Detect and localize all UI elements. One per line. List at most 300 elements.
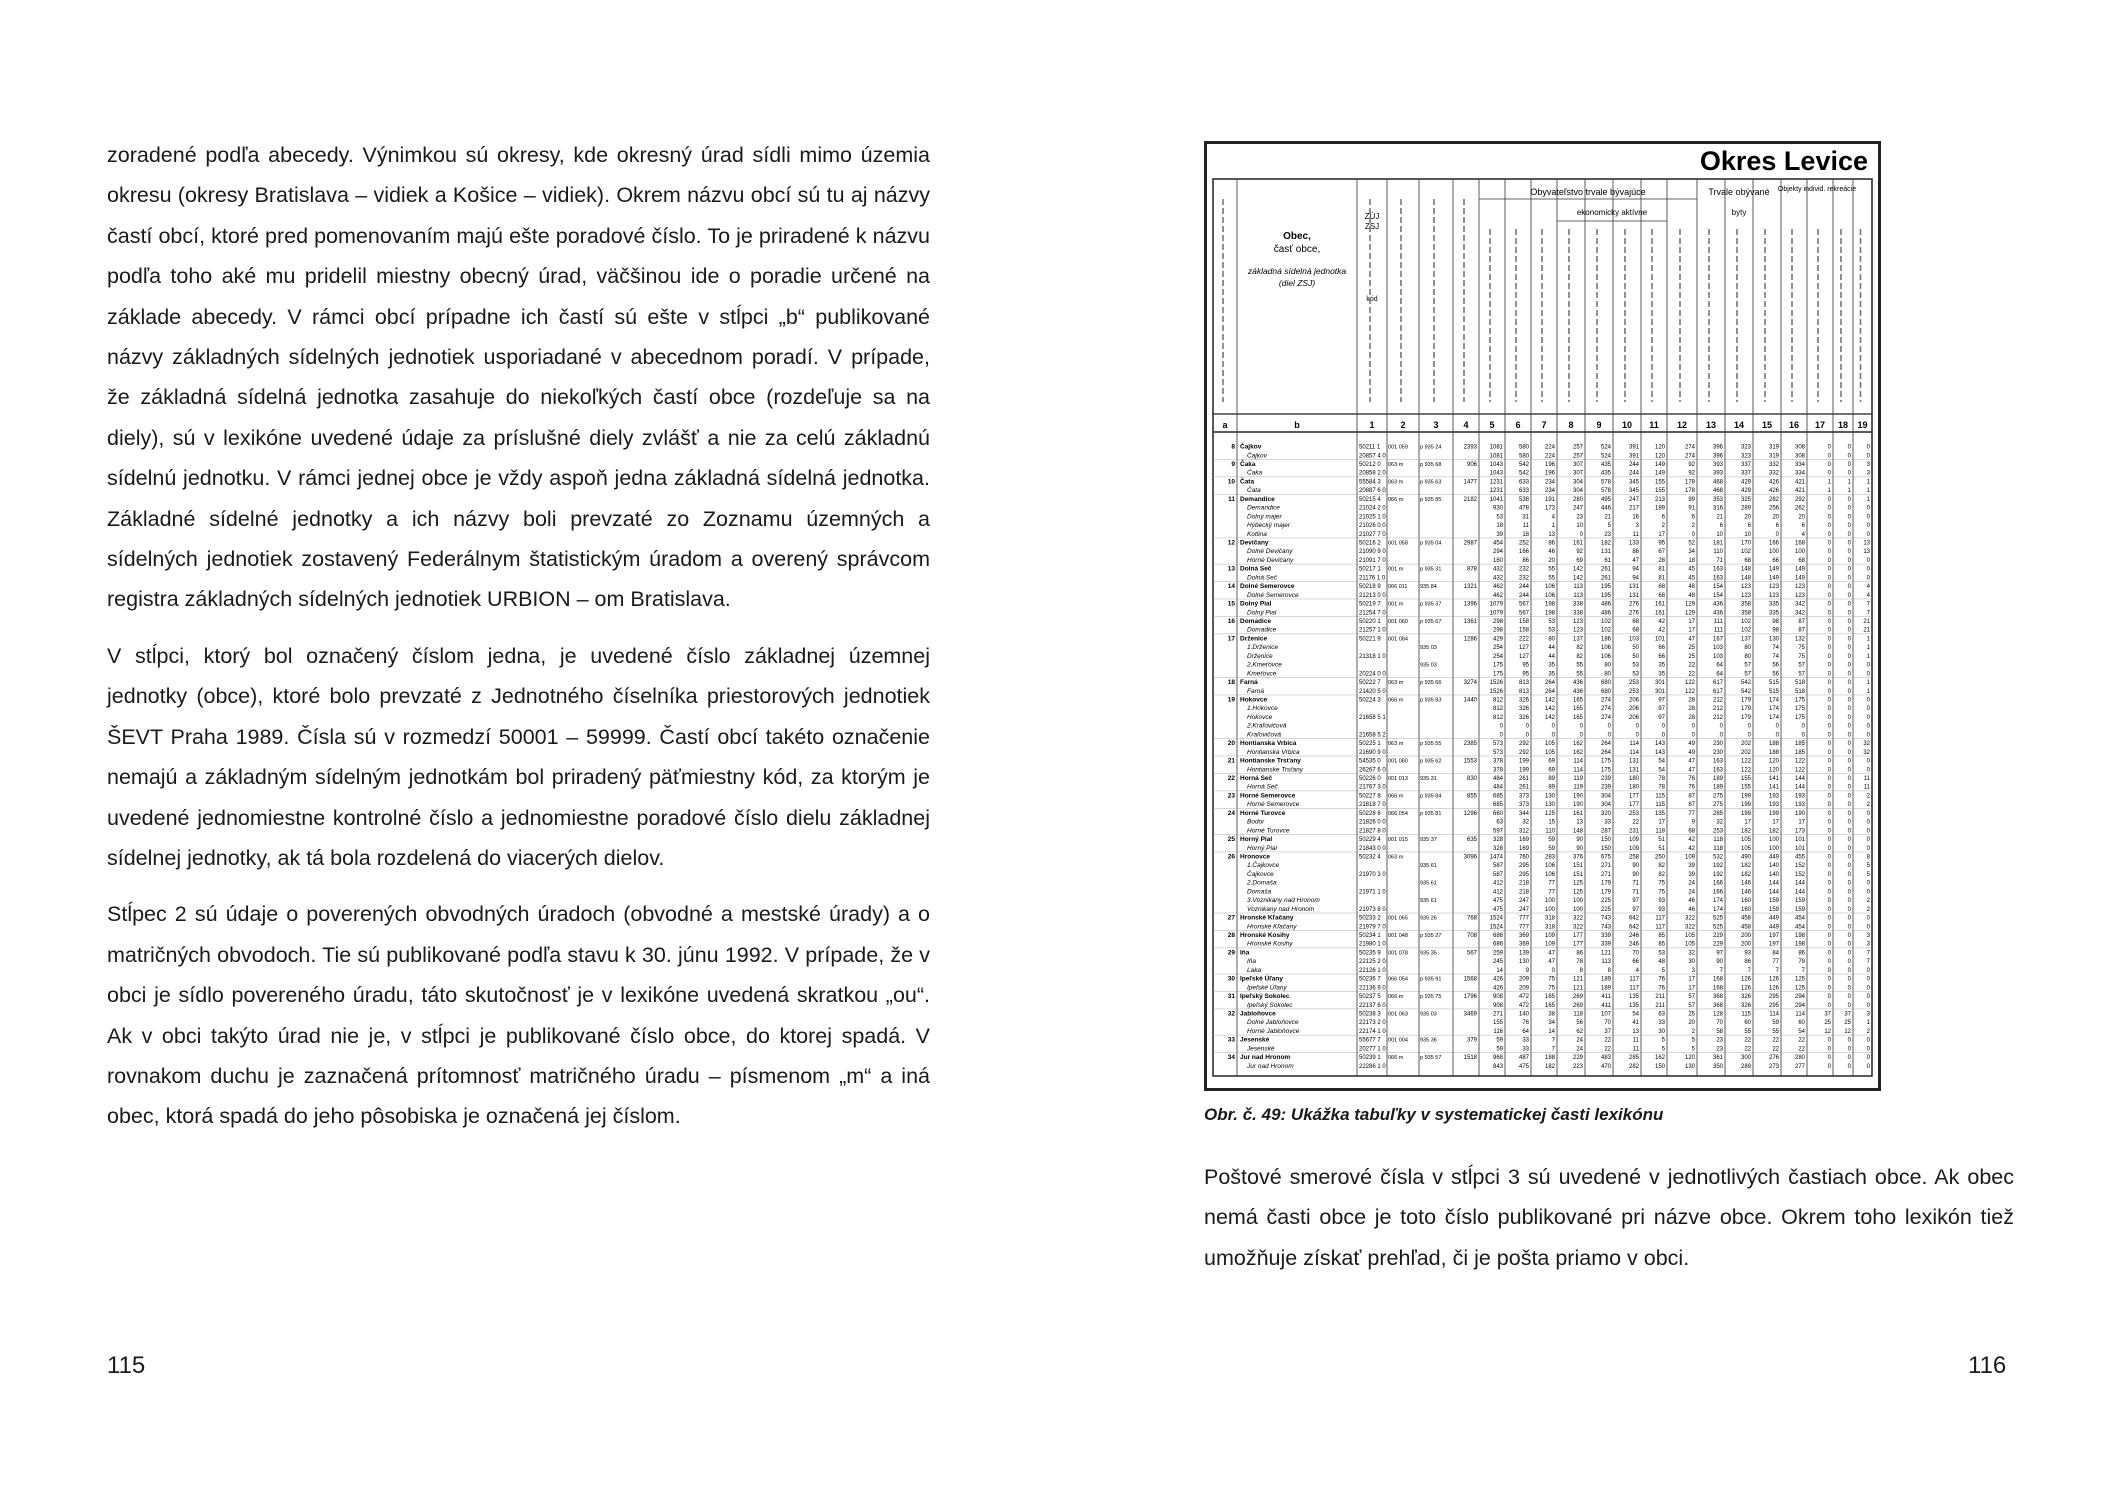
row-value: 115 bbox=[1741, 1011, 1751, 1018]
row-value: 93 bbox=[1744, 950, 1751, 957]
row-value: 151 bbox=[1572, 871, 1583, 878]
row-value: 68 bbox=[1632, 618, 1639, 625]
row-office: 066 054 bbox=[1388, 810, 1408, 817]
row-value: 85 bbox=[1658, 932, 1665, 939]
row-value: 17 bbox=[1688, 976, 1695, 983]
row-value: 141 bbox=[1768, 784, 1779, 791]
row-value: 142 bbox=[1572, 566, 1583, 573]
row-postal: 935 36 bbox=[1420, 1037, 1437, 1044]
row-value: 244 bbox=[1518, 592, 1529, 599]
row-value: 0 bbox=[1551, 723, 1555, 730]
row-name: Horná Seč bbox=[1240, 774, 1273, 782]
row-value: 455 bbox=[1794, 854, 1805, 861]
row-number: 10 bbox=[1227, 478, 1235, 486]
row-value: 369 bbox=[1518, 932, 1529, 939]
row-value: 218 bbox=[1518, 880, 1529, 887]
row-office: 001 060 bbox=[1388, 758, 1408, 765]
row-value: 454 bbox=[1492, 540, 1503, 547]
row-value: 142 bbox=[1544, 697, 1555, 704]
row-name: Farná bbox=[1247, 687, 1264, 695]
row-value: 125 bbox=[1794, 985, 1805, 992]
row-value: 110 bbox=[1713, 549, 1723, 556]
row-code: 21970 3 0 bbox=[1359, 871, 1386, 878]
row-value: 0 bbox=[1847, 732, 1851, 739]
row-value: 0 bbox=[1827, 444, 1831, 451]
row-value: 274 bbox=[1600, 706, 1611, 713]
row-value: 122 bbox=[1794, 758, 1805, 765]
row-value: 86 bbox=[1576, 950, 1583, 957]
row-value: 282 bbox=[1628, 1063, 1639, 1070]
row-value: 411 bbox=[1601, 994, 1611, 1001]
row-area: 3096 bbox=[1463, 854, 1477, 861]
row-value: 189 bbox=[1654, 505, 1665, 512]
row-value: 337 bbox=[1740, 461, 1751, 468]
row-value: 0 bbox=[1827, 1037, 1831, 1044]
row-value: 122 bbox=[1794, 767, 1805, 774]
row-value: 391 bbox=[1628, 444, 1639, 451]
row-value: 189 bbox=[1712, 775, 1723, 782]
row-value: 0 bbox=[1847, 1055, 1851, 1062]
row-value: 264 bbox=[1544, 688, 1555, 695]
row-name: Čajkov bbox=[1247, 452, 1267, 460]
row-value: 155 bbox=[1740, 784, 1751, 791]
row-value: 109 bbox=[1628, 837, 1639, 844]
row-value: 0 bbox=[1847, 784, 1851, 791]
row-value: 322 bbox=[1684, 915, 1695, 922]
row-value: 25 bbox=[1824, 1020, 1831, 1027]
row-value: 1 bbox=[1866, 653, 1870, 660]
row-name: Demandice bbox=[1240, 495, 1275, 503]
row-value: 1043 bbox=[1489, 470, 1503, 477]
row-value: 246 bbox=[1628, 941, 1639, 948]
row-value: 133 bbox=[1628, 540, 1639, 547]
row-value: 86 bbox=[1798, 950, 1805, 957]
row-value: 165 bbox=[1572, 706, 1583, 713]
row-value: 0 bbox=[1827, 784, 1831, 791]
row-value: 80 bbox=[1604, 662, 1611, 669]
row-value: 123 bbox=[1572, 618, 1583, 625]
row-value: 198 bbox=[1794, 932, 1805, 939]
row-value: 86 bbox=[1522, 557, 1529, 564]
row-number: 8 bbox=[1231, 443, 1235, 451]
row-value: 148 bbox=[1740, 566, 1751, 573]
row-value: 51 bbox=[1658, 845, 1665, 852]
row-value: 0 bbox=[1525, 723, 1529, 730]
row-value: 232 bbox=[1518, 575, 1529, 582]
row-area: 1321 bbox=[1463, 584, 1477, 591]
row-number: 25 bbox=[1227, 836, 1235, 844]
row-name: Hronské Kosihy bbox=[1240, 931, 1290, 939]
row-value: 175 bbox=[1492, 671, 1503, 678]
row-value: 0 bbox=[1827, 802, 1831, 809]
row-value: 80 bbox=[1548, 636, 1555, 643]
row-value: 3 bbox=[1691, 967, 1695, 974]
row-value: 66 bbox=[1772, 557, 1779, 564]
row-value: 23 bbox=[1716, 1046, 1723, 1053]
row-value: 92 bbox=[1576, 549, 1583, 556]
row-value: 0 bbox=[1847, 976, 1851, 983]
row-value: 0 bbox=[1866, 985, 1870, 992]
row-value: 247 bbox=[1518, 906, 1529, 913]
row-value: 292 bbox=[1518, 749, 1529, 756]
row-value: 21 bbox=[1604, 514, 1611, 521]
row-value: 35 bbox=[1548, 671, 1555, 678]
row-value: 264 bbox=[1600, 741, 1611, 748]
row-value: 75 bbox=[1658, 880, 1665, 887]
row-value: 326 bbox=[1518, 697, 1529, 704]
row-value: 2 bbox=[1661, 523, 1665, 530]
row-value: 0 bbox=[1847, 653, 1851, 660]
row-value: 358 bbox=[1740, 601, 1751, 608]
row-value: 335 bbox=[1768, 601, 1779, 608]
row-code: 50228 6 bbox=[1359, 810, 1381, 817]
row-value: 150 bbox=[1654, 1063, 1665, 1070]
row-value: 122 bbox=[1740, 758, 1751, 765]
row-value: 75 bbox=[1548, 985, 1555, 992]
row-value: 101 bbox=[1794, 837, 1805, 844]
column-label: 15 bbox=[1761, 420, 1773, 430]
column-label: 5 bbox=[1489, 420, 1495, 430]
row-value: 487 bbox=[1518, 1055, 1529, 1062]
row-value: 53 bbox=[1632, 671, 1639, 678]
row-value: 0 bbox=[1847, 932, 1851, 939]
row-value: 161 bbox=[1572, 810, 1583, 817]
row-value: 252 bbox=[1518, 540, 1529, 547]
row-value: 0 bbox=[1827, 863, 1831, 870]
row-value: 486 bbox=[1600, 610, 1611, 617]
row-name: Hronské Kľačany bbox=[1247, 923, 1297, 931]
row-office: 063 m bbox=[1388, 680, 1404, 687]
row-code: 20277 1 0 bbox=[1359, 1046, 1386, 1053]
row-value: 44 bbox=[1548, 645, 1555, 652]
row-value: 0 bbox=[1847, 1063, 1851, 1070]
row-value: 52 bbox=[1688, 540, 1695, 547]
row-value: 4 bbox=[1866, 584, 1870, 591]
row-name: Jesenské bbox=[1240, 1036, 1270, 1044]
row-value: 247 bbox=[1572, 505, 1583, 512]
row-code: 21690 9 0 bbox=[1359, 749, 1386, 756]
row-value: 101 bbox=[1794, 845, 1805, 852]
row-value: 46 bbox=[1688, 898, 1695, 905]
row-code: 22137 6 0 bbox=[1359, 1002, 1386, 1009]
row-postal: 935 35 bbox=[1420, 950, 1437, 957]
row-value: 217 bbox=[1628, 505, 1639, 512]
row-value: 47 bbox=[1548, 959, 1555, 966]
row-code: 50211 1 bbox=[1359, 444, 1381, 451]
row-value: 130 bbox=[1768, 636, 1779, 643]
row-value: 11 bbox=[1863, 784, 1870, 791]
row-value: 269 bbox=[1572, 994, 1583, 1001]
row-value: 1524 bbox=[1489, 915, 1503, 922]
row-value: 10 bbox=[1716, 531, 1723, 538]
row-value: 361 bbox=[1712, 1055, 1723, 1062]
row-name: Horné Devičany bbox=[1247, 556, 1294, 564]
row-area: 708 bbox=[1466, 932, 1477, 939]
row-value: 353 bbox=[1712, 496, 1723, 503]
row-area: 1361 bbox=[1463, 618, 1477, 625]
row-value: 0 bbox=[1847, 671, 1851, 678]
row-office: 066 054 bbox=[1388, 976, 1408, 983]
row-value: 532 bbox=[1712, 854, 1723, 861]
row-office: 001 048 bbox=[1388, 932, 1408, 939]
row-value: 42 bbox=[1658, 627, 1665, 634]
row-value: 95 bbox=[1522, 671, 1529, 678]
row-value: 33 bbox=[1522, 1037, 1529, 1044]
row-value: 0 bbox=[1719, 732, 1723, 739]
row-value: 55 bbox=[1548, 566, 1555, 573]
row-value: 11 bbox=[1632, 531, 1639, 538]
row-value: 161 bbox=[1654, 610, 1665, 617]
row-value: 8 bbox=[1866, 854, 1870, 861]
row-value: 0 bbox=[1827, 1002, 1831, 1009]
row-name: Voznikany nad Hronom bbox=[1247, 905, 1315, 913]
row-code: 50220 1 bbox=[1359, 618, 1381, 625]
row-value: 3 bbox=[1866, 932, 1870, 939]
row-office: 001 065 bbox=[1388, 915, 1408, 922]
row-value: 144 bbox=[1794, 880, 1805, 887]
row-value: 178 bbox=[1684, 488, 1695, 495]
row-value: 0 bbox=[1847, 767, 1851, 774]
row-value: 0 bbox=[1847, 470, 1851, 477]
row-value: 292 bbox=[1518, 741, 1529, 748]
row-value: 17 bbox=[1688, 627, 1695, 634]
row-value: 109 bbox=[1544, 941, 1555, 948]
row-name: Čata bbox=[1240, 478, 1255, 486]
row-value: 42 bbox=[1658, 618, 1665, 625]
row-value: 542 bbox=[1740, 680, 1751, 687]
row-value: 131 bbox=[1600, 549, 1611, 556]
row-value: 50 bbox=[1632, 645, 1639, 652]
row-value: 247 bbox=[1518, 898, 1529, 905]
row-value: 155 bbox=[1654, 488, 1665, 495]
row-value: 0 bbox=[1579, 732, 1583, 739]
row-value: 0 bbox=[1847, 714, 1851, 721]
row-value: 436 bbox=[1572, 680, 1583, 687]
row-value: 74 bbox=[1772, 653, 1779, 660]
row-value: 0 bbox=[1847, 950, 1851, 957]
row-value: 475 bbox=[1492, 906, 1503, 913]
row-value: 191 bbox=[1544, 496, 1555, 503]
row-value: 11 bbox=[1632, 1046, 1639, 1053]
row-value: 97 bbox=[1716, 950, 1723, 957]
row-value: 0 bbox=[1847, 837, 1851, 844]
row-name: Čajkovce bbox=[1247, 870, 1274, 878]
row-value: 206 bbox=[1628, 697, 1639, 704]
row-value: 179 bbox=[1740, 714, 1751, 721]
row-value: 111 bbox=[1713, 618, 1723, 625]
row-value: 6 bbox=[1747, 523, 1751, 530]
row-postal: 935 61 bbox=[1420, 880, 1437, 887]
row-value: 6 bbox=[1775, 523, 1779, 530]
row-value: 168 bbox=[1712, 976, 1723, 983]
row-value: 0 bbox=[1827, 662, 1831, 669]
row-value: 0 bbox=[1827, 994, 1831, 1001]
row-value: 57 bbox=[1688, 1002, 1695, 1009]
row-value: 0 bbox=[1847, 523, 1851, 530]
row-value: 90 bbox=[1632, 871, 1639, 878]
row-value: 323 bbox=[1740, 444, 1751, 451]
row-value: 175 bbox=[1794, 697, 1805, 704]
row-value: 168 bbox=[1712, 985, 1723, 992]
row-value: 126 bbox=[1740, 976, 1751, 983]
row-code: 21091 7 0 bbox=[1359, 557, 1386, 564]
row-value: 0 bbox=[1801, 732, 1805, 739]
row-postal: p 935 04 bbox=[1420, 540, 1442, 547]
row-number: 12 bbox=[1227, 539, 1235, 547]
row-value: 32 bbox=[1716, 819, 1723, 826]
row-value: 135 bbox=[1628, 1002, 1639, 1009]
row-value: 0 bbox=[1847, 985, 1851, 992]
row-value: 0 bbox=[1827, 732, 1831, 739]
row-value: 126 bbox=[1768, 985, 1779, 992]
row-value: 289 bbox=[1740, 505, 1751, 512]
row-value: 0 bbox=[1827, 871, 1831, 878]
row-value: 120 bbox=[1654, 444, 1665, 451]
row-code: 22136 9 0 bbox=[1359, 985, 1386, 992]
row-value: 597 bbox=[1492, 828, 1503, 835]
row-value: 3 bbox=[1866, 470, 1870, 477]
row-value: 20 bbox=[1772, 514, 1779, 521]
row-value: 189 bbox=[1600, 985, 1611, 992]
row-code: 50218 9 bbox=[1359, 584, 1381, 591]
row-value: 114 bbox=[1769, 1011, 1779, 1018]
row-value: 109 bbox=[1544, 932, 1555, 939]
row-value: 85 bbox=[1658, 941, 1665, 948]
column-label: 18 bbox=[1837, 420, 1849, 430]
row-value: 777 bbox=[1518, 915, 1529, 922]
header-cast: časť obce, bbox=[1273, 244, 1321, 255]
row-value: 90 bbox=[1632, 863, 1639, 870]
row-value: 342 bbox=[1794, 610, 1805, 617]
column-label: 12 bbox=[1676, 420, 1688, 430]
row-value: 106 bbox=[1544, 863, 1555, 870]
row-value: 5 bbox=[1661, 967, 1665, 974]
row-value: 131 bbox=[1628, 767, 1639, 774]
row-value: 45 bbox=[1688, 575, 1695, 582]
row-value: 199 bbox=[1518, 767, 1529, 774]
row-postal: 935 61 bbox=[1420, 898, 1437, 905]
row-value: 130 bbox=[1684, 1063, 1695, 1070]
row-value: 0 bbox=[1827, 793, 1831, 800]
row-value: 0 bbox=[1866, 976, 1870, 983]
left-paragraph-1: zoradené podľa abecedy. Výnimkou sú okresy, kde okresný úrad sídli mimo územia okresu (okresy Bratislava – vidiek a Košice – vidiek). Okrem názvu obcí sú tu aj názvy častí obcí, ktoré pred pomenovaním majú ešte poradové číslo. To je priradené k názvu podľa toho aké mu pridelil miestny obecný úrad, väčšinou ide o poradie určené na základe abecedy. V rámci obcí prípadne ich častí sú ešte v stĺpci „b“ publikované názvy základných sídelných jednotiek usporiadané v abecednom poradí. V prípade, že základná sídelná jednotka zasahuje do niekoľkých častí obce (rozdeľuje sa na diely), sú v lexikóne uvedené údaje za príslušné diely zvlášť a nie za celú základnú sídelnú jednotku. V rámci jednej obce je vždy aspoň jedna základná sídelná jednotka. Základné sídelné jednotky a ich názvy boli prevzaté zo Zoznamu územných a sídelných jednotiek zostavený Federálnym štatistickým úradom a overený správcom registra základných sídelných jednotiek URBION – om Bratislava. bbox=[107, 143, 930, 612]
row-number: 17 bbox=[1227, 635, 1235, 643]
row-value: 103 bbox=[1628, 636, 1639, 643]
row-value: 368 bbox=[1712, 1002, 1723, 1009]
row-value: 148 bbox=[1740, 575, 1751, 582]
row-value: 578 bbox=[1600, 488, 1611, 495]
row-value: 115 bbox=[1655, 802, 1665, 809]
row-value: 484 bbox=[1492, 784, 1503, 791]
row-value: 307 bbox=[1572, 470, 1583, 477]
row-value: 64 bbox=[1716, 671, 1723, 678]
row-value: 393 bbox=[1712, 470, 1723, 477]
row-value: 421 bbox=[1794, 488, 1805, 495]
row-value: 123 bbox=[1768, 592, 1779, 599]
row-value: 142 bbox=[1544, 706, 1555, 713]
row-number: 34 bbox=[1227, 1054, 1235, 1062]
row-value: 162 bbox=[1654, 1055, 1665, 1062]
row-value: 0 bbox=[1847, 531, 1851, 538]
row-value: 17 bbox=[1688, 985, 1695, 992]
row-value: 542 bbox=[1740, 688, 1751, 695]
row-value: 304 bbox=[1572, 479, 1583, 486]
column-label: b bbox=[1294, 420, 1300, 430]
row-code: 50238 3 bbox=[1359, 1011, 1381, 1018]
row-postal: p 935 24 bbox=[1420, 444, 1442, 451]
column-label: 13 bbox=[1705, 420, 1717, 430]
row-value: 122 bbox=[1740, 767, 1751, 774]
row-value: 182 bbox=[1740, 863, 1751, 870]
row-code: 50212 0 bbox=[1359, 461, 1381, 468]
row-value: 344 bbox=[1518, 810, 1529, 817]
row-value: 20 bbox=[1798, 514, 1805, 521]
row-area: 878 bbox=[1466, 566, 1477, 573]
row-value: 1 bbox=[1551, 523, 1555, 530]
row-value: 332 bbox=[1768, 461, 1779, 468]
row-value: 0 bbox=[1827, 549, 1831, 556]
row-value: 0 bbox=[1847, 898, 1851, 905]
row-value: 149 bbox=[1654, 470, 1665, 477]
left-page-number: 115 bbox=[107, 1352, 146, 1379]
row-value: 258 bbox=[1628, 854, 1639, 861]
row-value: 0 bbox=[1847, 575, 1851, 582]
row-office: 066 011 bbox=[1388, 584, 1408, 591]
row-value: 436 bbox=[1712, 601, 1723, 608]
row-value: 57 bbox=[1688, 994, 1695, 1001]
row-name: Devičany bbox=[1240, 539, 1269, 547]
row-value: 259 bbox=[1492, 950, 1503, 957]
row-value: 39 bbox=[1688, 863, 1695, 870]
row-value: 326 bbox=[1740, 994, 1751, 1001]
row-value: 0 bbox=[1866, 837, 1870, 844]
row-code: 55584 3 bbox=[1359, 479, 1381, 486]
row-code: 21090 9 0 bbox=[1359, 549, 1386, 556]
row-value: 155 bbox=[1740, 775, 1751, 782]
row-value: 0 bbox=[1827, 967, 1831, 974]
row-value: 122 bbox=[1684, 688, 1695, 695]
row-value: 277 bbox=[1794, 1063, 1805, 1070]
row-value: 0 bbox=[1866, 1063, 1870, 1070]
row-value: 127 bbox=[1518, 645, 1529, 652]
row-value: 908 bbox=[1492, 994, 1503, 1001]
row-value: 0 bbox=[1847, 994, 1851, 1001]
row-value: 95 bbox=[1658, 540, 1665, 547]
row-value: 0 bbox=[1551, 967, 1555, 974]
row-value: 182 bbox=[1740, 871, 1751, 878]
row-value: 169 bbox=[1518, 845, 1529, 852]
row-name: Ipeľské Úľany bbox=[1247, 984, 1287, 992]
row-value: 55 bbox=[1548, 575, 1555, 582]
row-value: 812 bbox=[1492, 714, 1503, 721]
row-value: 7 bbox=[1747, 967, 1751, 974]
row-name: Ipeľský Sokolec bbox=[1247, 1001, 1293, 1009]
row-value: 120 bbox=[1684, 1055, 1695, 1062]
row-name: Horný Pial bbox=[1247, 844, 1277, 852]
row-value: 114 bbox=[1573, 758, 1583, 765]
row-value: 0 bbox=[1866, 924, 1870, 931]
row-value: 202 bbox=[1740, 749, 1751, 756]
figure-caption: Obr. č. 49: Ukážka tabuľky v systematickej časti lexikónu bbox=[1204, 1105, 1664, 1124]
row-value: 35 bbox=[1658, 662, 1665, 669]
row-value: 484 bbox=[1492, 775, 1503, 782]
row-value: 34 bbox=[1688, 549, 1695, 556]
row-value: 0 bbox=[1866, 880, 1870, 887]
row-value: 48 bbox=[1688, 592, 1695, 599]
row-name: Hronské Kosihy bbox=[1247, 940, 1293, 948]
row-value: 4 bbox=[1866, 592, 1870, 599]
row-name: Hronské Kľačany bbox=[1240, 914, 1294, 922]
